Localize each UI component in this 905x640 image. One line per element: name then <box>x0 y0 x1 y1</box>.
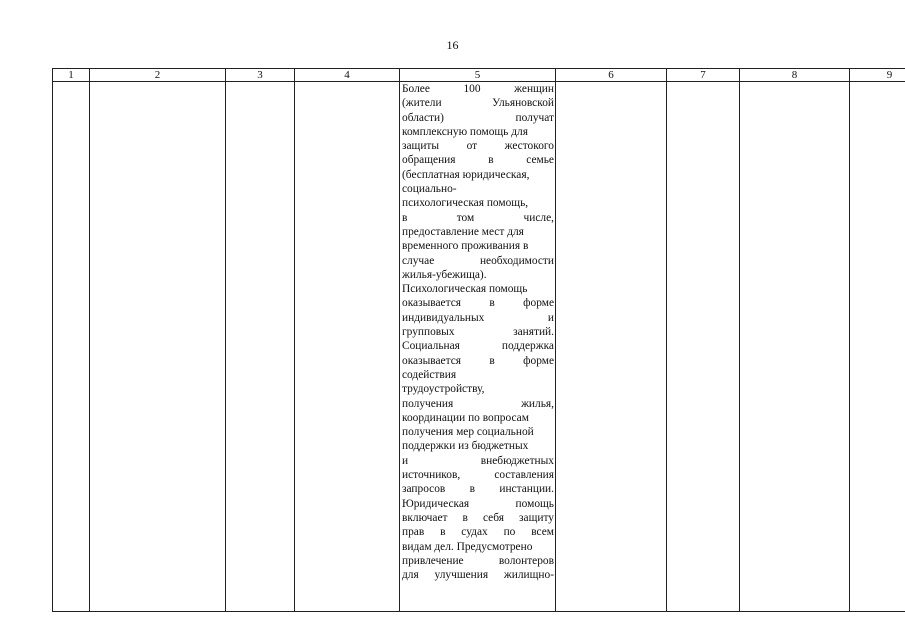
table-cell-col-2 <box>90 82 226 612</box>
table-cell-col-8 <box>740 82 850 612</box>
text-line: групповых занятий. <box>402 326 554 339</box>
text-line: запросов в инстанции. <box>402 483 554 496</box>
text-line: Психологическая помощь <box>402 283 528 296</box>
column-header-3: 3 <box>226 69 295 82</box>
text-line: оказывается в форме <box>402 354 554 367</box>
text-line: жилья-убежища). <box>402 268 487 281</box>
text-line: координации по вопросам <box>402 411 529 424</box>
table-cell-col-7 <box>667 82 740 612</box>
text-line: области) получат <box>402 111 554 124</box>
text-line: получения жилья, <box>402 397 554 410</box>
text-line: социально- <box>402 183 457 196</box>
page-number: 16 <box>446 38 459 52</box>
table-row <box>53 82 905 612</box>
document-table <box>52 68 905 612</box>
column-header-1: 1 <box>53 69 90 82</box>
column-header-4: 4 <box>295 69 400 82</box>
text-line: Юридическая помощь <box>402 497 554 510</box>
text-line: получения мер социальной <box>402 426 534 439</box>
column-header-2: 2 <box>90 69 226 82</box>
text-line: (жители Ульяновской <box>402 97 554 110</box>
text-line: привлечение волонтеров <box>402 554 554 567</box>
text-line: случае необходимости <box>402 254 554 267</box>
text-line: включает в себя защиту <box>402 511 554 524</box>
table-cell-col-6 <box>556 82 667 612</box>
table-header-row <box>53 69 905 82</box>
text-line: защиты от жестокого <box>402 140 554 153</box>
text-line: в том числе, <box>402 211 554 224</box>
table-cell-col-9 <box>850 82 905 612</box>
text-line: трудоустройству, <box>402 383 485 396</box>
column-header-7: 7 <box>667 69 740 82</box>
text-line: Более 100 женщин <box>402 83 554 95</box>
text-line: содействия <box>402 368 457 381</box>
table-cell-col-4 <box>295 82 400 612</box>
text-line: (бесплатная юридическая, <box>402 168 530 181</box>
text-line: психологическая помощь, <box>402 197 529 210</box>
column-header-6: 6 <box>556 69 667 82</box>
text-line: оказывается в форме <box>402 297 554 310</box>
column-header-5: 5 <box>400 69 556 82</box>
text-line: видам дел. Предусмотрено <box>402 540 533 553</box>
text-line: обращения в семье <box>402 154 554 167</box>
text-line: прав в судах по всем <box>402 526 554 539</box>
table-cell-col-3 <box>226 82 295 612</box>
text-line: источников, составления <box>402 469 554 482</box>
text-line: для улучшения жилищно- <box>402 569 554 582</box>
text-line: поддержки из бюджетных <box>402 440 529 453</box>
table-cell-col-5 <box>400 82 556 612</box>
column-header-8: 8 <box>740 69 850 82</box>
text-line: Социальная поддержка <box>402 340 554 353</box>
text-line: временного проживания в <box>402 240 529 253</box>
text-line: и внебюджетных <box>402 454 554 467</box>
text-line: индивидуальных и <box>402 311 554 324</box>
text-line: комплексную помощь для <box>402 125 528 138</box>
table-cell-col-1 <box>53 82 90 612</box>
column-header-9: 9 <box>850 69 905 82</box>
cell-text-col-5 <box>400 82 555 582</box>
text-line: предоставление мест для <box>402 225 524 238</box>
